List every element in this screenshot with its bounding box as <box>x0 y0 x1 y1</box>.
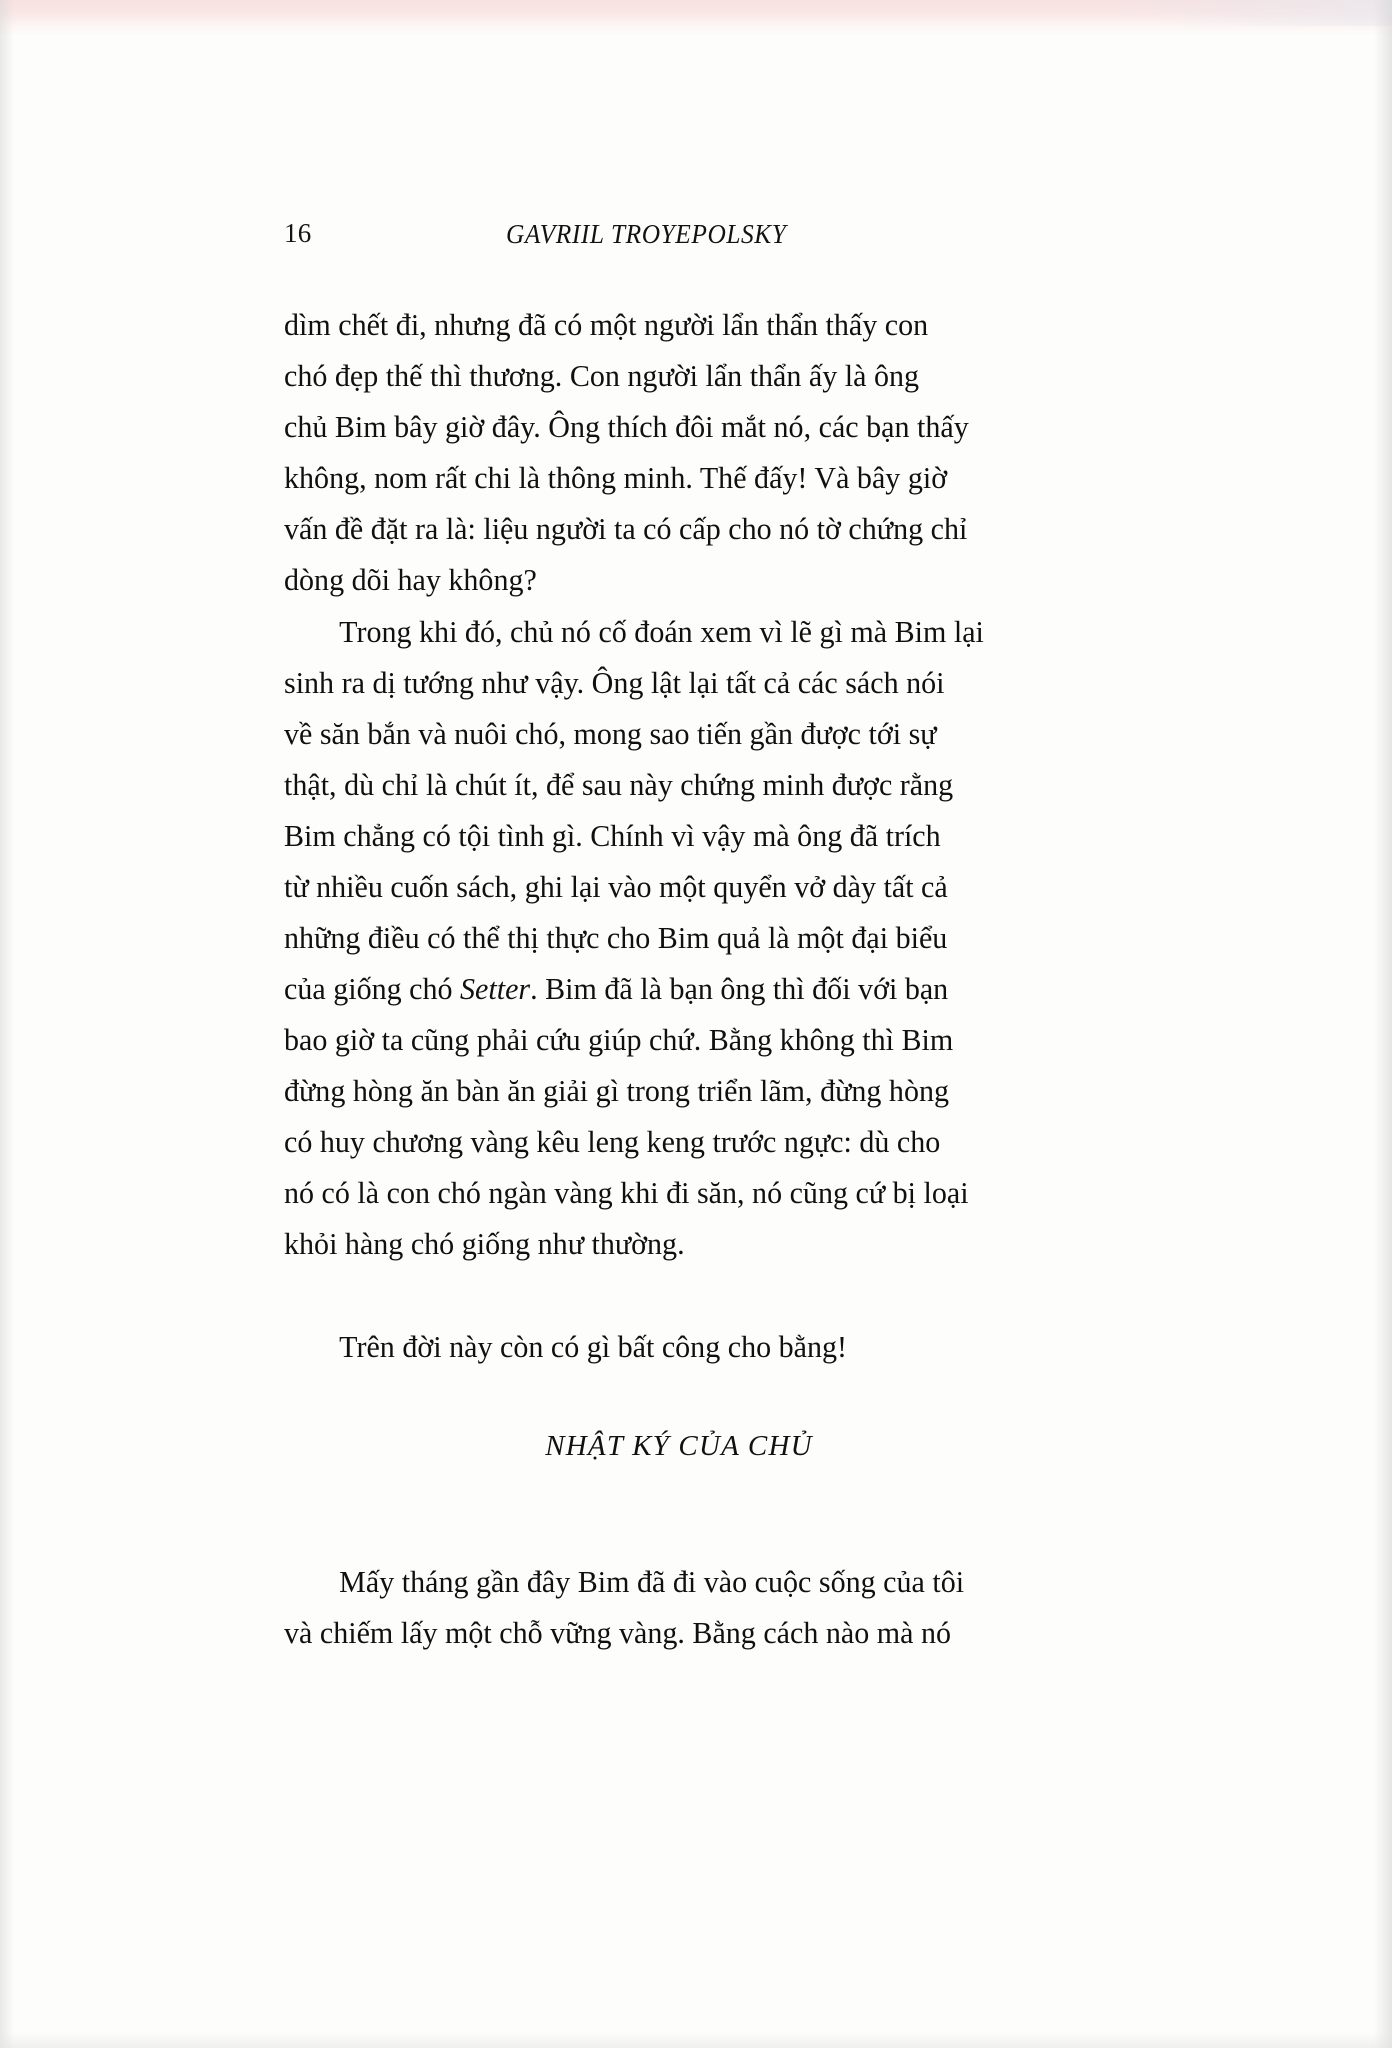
text-line: có huy chương vàng kêu leng keng trước ngực: dù cho <box>284 1125 941 1159</box>
text-line: không, nom rất chi là thông minh. Thế đấy! Và bây giờ <box>284 461 948 495</box>
text-segment: . Bim đã là bạn ông thì đối với bạn <box>530 972 949 1006</box>
text-line: đừng hòng ăn bàn ăn giải gì trong triển lãm, đừng hòng <box>284 1074 950 1108</box>
running-header <box>284 218 1074 252</box>
paragraph-section-opening <box>284 1557 1074 1659</box>
text-line: dòng dõi hay không? <box>284 563 537 597</box>
text-line: thật, dù chỉ là chút ít, để sau này chứng minh được rằng <box>284 768 954 802</box>
text-line: Trên đời này còn có gì bất công cho bằng! <box>339 1330 848 1364</box>
text-line-first <box>284 607 1062 658</box>
text-segment: của giống chó <box>284 972 461 1006</box>
text-line-with-italic-term <box>284 964 1062 1015</box>
text-line: vấn đề đặt ra là: liệu người ta có cấp cho nó tờ chứng chỉ <box>284 512 968 546</box>
text-line: về săn bắn và nuôi chó, mong sao tiến gần được tới sự <box>284 717 937 751</box>
italic-breed-name: Setter <box>460 972 531 1006</box>
page-number: 16 <box>284 218 312 248</box>
paragraph-body <box>284 607 1074 1270</box>
text-line: nó có là con chó ngàn vàng khi đi săn, nó cũng cứ bị loại <box>284 1176 969 1210</box>
text-line: từ nhiều cuốn sách, ghi lại vào một quyển vở dày tất cả <box>284 870 948 904</box>
text-line: sinh ra dị tướng như vậy. Ông lật lại tất cả các sách nói <box>284 666 945 700</box>
text-line: dìm chết đi, nhưng đã có một người lẩn thẩn thấy con <box>284 308 929 342</box>
text-line: Mấy tháng gần đây Bim đã đi vào cuộc sống của tôi <box>339 1565 965 1599</box>
running-title: GAVRIIL TROYEPOLSKY <box>506 219 787 249</box>
paragraph-continuation <box>284 300 1074 606</box>
scan-bottom-edge-shadow <box>0 2032 1392 2048</box>
text-line: Bim chẳng có tội tình gì. Chính vì vậy mà ông đã trích <box>284 819 941 853</box>
text-line: những điều có thể thị thực cho Bim quả là một đại biểu <box>284 921 948 955</box>
text-line: Trong khi đó, chủ nó cố đoán xem vì lẽ gì mà Bim lại <box>339 615 984 649</box>
section-heading: NHẬT KÝ CỦA CHỦ <box>545 1430 813 1462</box>
scan-right-edge-shadow <box>1374 0 1392 2048</box>
text-line: bao giờ ta cũng phải cứu giúp chứ. Bằng không thì Bim <box>284 1023 954 1057</box>
text-line: và chiếm lấy một chỗ vững vàng. Bằng cách nào mà nó <box>284 1616 952 1650</box>
text-line: khỏi hàng chó giống như thường. <box>284 1227 685 1261</box>
scan-left-edge-shadow <box>0 0 14 2048</box>
scan-top-right-tint <box>1092 0 1392 26</box>
text-line-first <box>284 1557 1062 1608</box>
text-line: chủ Bim bây giờ đây. Ông thích đôi mắt nó, các bạn thấy <box>284 410 969 444</box>
text-line-first <box>284 1322 1062 1373</box>
text-line: chó đẹp thế thì thương. Con người lẩn thẩn ấy là ông <box>284 359 920 393</box>
paragraph-exclamation <box>284 1322 1074 1373</box>
